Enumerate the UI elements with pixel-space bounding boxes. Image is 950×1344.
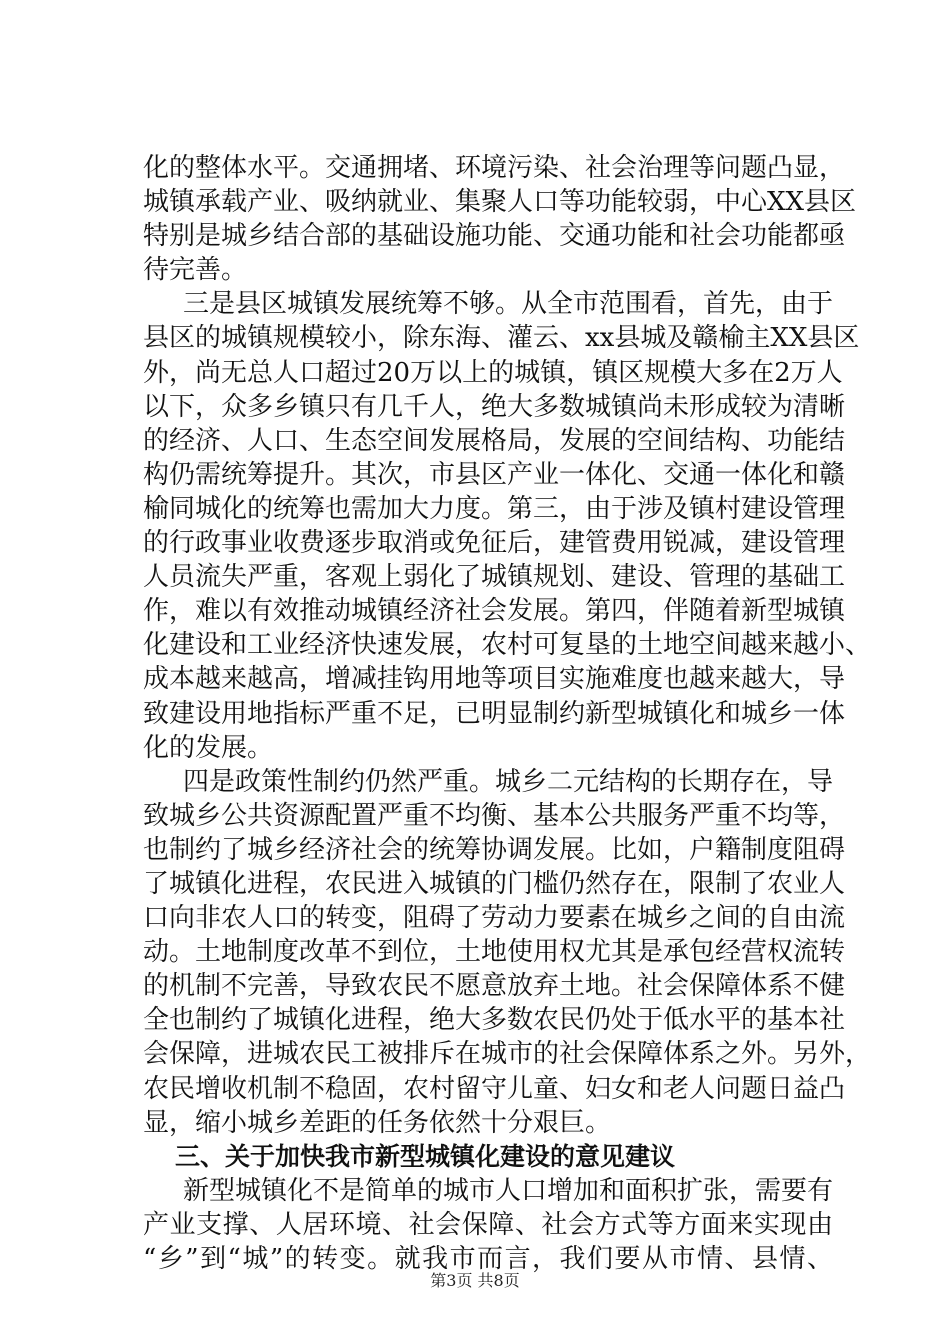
paragraph [143, 765, 872, 1140]
text-line: 化建设和工业经济快速发展，农村可复垦的土地空间越来越小、 [143, 630, 872, 661]
text-line: 会保障，进城农民工被排斥在城市的社会保障体系之外。另外， [143, 1039, 872, 1070]
text-line: 构仍需统筹提升。其次，市县区产业一体化、交通一体化和赣 [143, 459, 846, 490]
text-line: “乡”到“城”的转变。就我市而言，我们要从市情、县情、 [143, 1244, 833, 1274]
text-line: 产业支撑、人居环境、社会保障、社会方式等方面来实现由 [143, 1209, 833, 1240]
text-line: 以下，众多乡镇只有几千人，绝大多数城镇尚未形成较为清晰 [143, 391, 846, 422]
text-line: 成本越来越高，增减挂钩用地等项目实施难度也越来越大，导 [143, 664, 846, 695]
paragraph [143, 1174, 833, 1276]
text-line: 化的整体水平。交通拥堵、环境污染、社会治理等问题凸显， [143, 153, 846, 183]
text-line: 新型城镇化不是简单的城市人口增加和面积扩张，需要有 [183, 1175, 834, 1206]
text-line: 作，难以有效推动城镇经济社会发展。第四，伴随着新型城镇 [143, 596, 846, 627]
text-line: 特别是城乡结合部的基础设施功能、交通功能和社会功能都亟 [143, 221, 846, 252]
text-line: 化的发展。 [143, 732, 274, 763]
text-line: 的行政事业收费逐步取消或免征后，建管费用锐减，建设管理 [143, 528, 846, 559]
text-line: 致城乡公共资源配置严重不均衡、基本公共服务严重不均等， [143, 800, 846, 831]
paragraphs-before-heading [143, 151, 872, 1140]
text-line: 显，缩小城乡差距的任务依然十分艰巨。 [143, 1107, 612, 1138]
paragraph [143, 287, 872, 764]
text-line: 外，尚无总人口超过20万以上的城镇，镇区规模大多在2万人 [143, 357, 843, 388]
paragraph-after-heading [143, 1174, 833, 1276]
text-line: 口向非农人口的转变，阻碍了劳动力要素在城乡之间的自由流 [143, 903, 846, 934]
text-line: 三是县区城镇发展统筹不够。从全市范围看，首先，由于 [183, 289, 834, 320]
text-line: 的经济、人口、生态空间发展格局，发展的空间结构、功能结 [143, 425, 846, 456]
paragraph [143, 151, 857, 287]
text-line: 全也制约了城镇化进程，绝大多数农民仍处于低水平的基本社 [143, 1005, 846, 1036]
text-line: 的机制不完善，导致农民不愿意放弃土地。社会保障体系不健 [143, 971, 846, 1002]
text-line: 榆同城化的统筹也需加大力度。第三，由于涉及镇村建设管理 [143, 493, 846, 524]
text-line: 四是政策性制约仍然严重。城乡二元结构的长期存在，导 [183, 766, 834, 797]
text-line: 了城镇化进程，农民进入城镇的门槛仍然存在，限制了农业人 [143, 868, 846, 899]
text-line: 城镇承载产业、吸纳就业、集聚人口等功能较弱，中心XX县区 [143, 187, 857, 218]
text-line: 县区的城镇规模较小，除东海、灌云、xx县城及赣榆主XX县区 [143, 323, 860, 354]
document-body [143, 151, 872, 1276]
text-line: 农民增收机制不稳固，农村留守儿童、妇女和老人问题日益凸 [143, 1073, 846, 1104]
text-line: 待完善。 [143, 255, 248, 286]
text-line: 动。土地制度改革不到位，土地使用权尤其是承包经营权流转 [143, 937, 846, 968]
section-heading: 三、关于加快我市新型城镇化建设的意见建议 [175, 1141, 676, 1171]
page-footer: 第3页 共8页 [430, 1271, 520, 1290]
text-line: 也制约了城乡经济社会的统筹协调发展。比如，户籍制度阻碍 [143, 834, 846, 865]
text-line: 人员流失严重，客观上弱化了城镇规划、建设、管理的基础工 [143, 562, 846, 593]
text-line: 致建设用地指标严重不足，已明显制约新型城镇化和城乡一体 [143, 698, 846, 729]
